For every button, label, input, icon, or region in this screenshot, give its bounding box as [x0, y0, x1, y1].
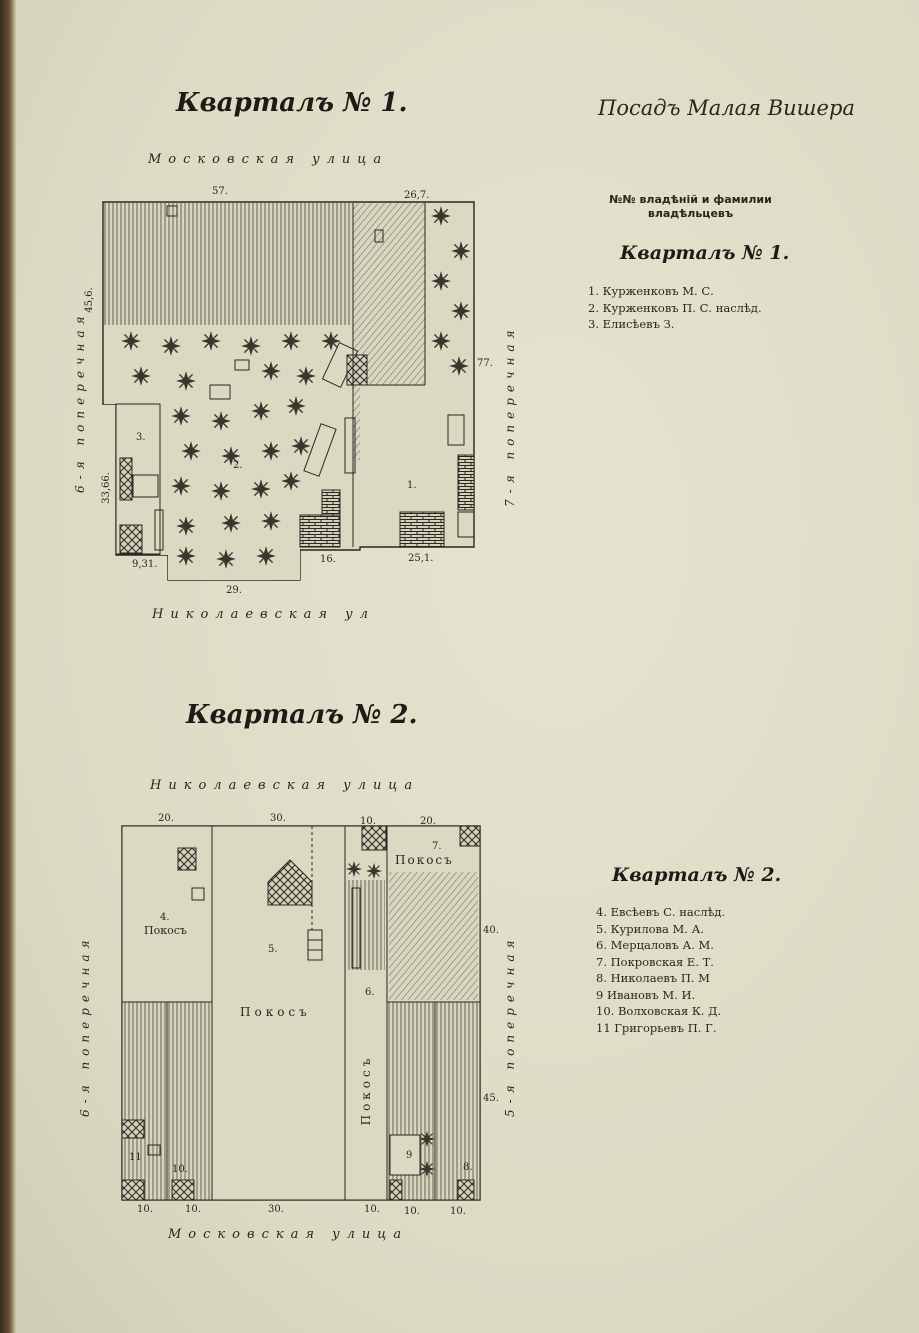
map1-dim-bottom-d: 25,1. — [408, 553, 434, 564]
legend-block2-title: Кварталъ № 2. — [612, 864, 782, 886]
map1-lot-3: 3. — [136, 432, 146, 443]
map2-lot-11: 11 — [129, 1152, 142, 1163]
map2-street-right: 5-я поперечная — [503, 934, 517, 1117]
map1-dim-bottom-a: 9,31. — [132, 559, 158, 570]
map2-dim-bottom-f: 10. — [450, 1206, 466, 1217]
block2-map-title: Кварталъ № 2. — [186, 700, 418, 730]
map2-pokos-6: Покосъ — [359, 1054, 373, 1126]
map2-street-left: 6-я поперечная — [78, 934, 92, 1117]
map2-dim-bottom-d: 10. — [364, 1204, 380, 1215]
map1-street-left: 6-я поперечная — [73, 310, 87, 493]
map2-lot-10: 10. — [172, 1164, 188, 1175]
map2-dim-bottom-e: 10. — [404, 1206, 420, 1217]
map1-dim-top-left: 57. — [212, 186, 228, 197]
legend-block1-title: Кварталъ № 1. — [620, 242, 790, 264]
owner-entry: 10. Волховская К. Д. — [596, 1004, 722, 1018]
map1-street-right: 7-я поперечная — [503, 324, 517, 507]
map2-dim-top-d: 20. — [420, 816, 436, 827]
map1-lot-2: 2. — [233, 460, 243, 471]
map2-street-top: Николаевская улица — [150, 778, 420, 793]
owner-entry: 1. Курженковъ М. С. — [588, 284, 714, 298]
owner-entry: 5. Курилова М. А. — [596, 921, 704, 936]
map1-dim-left-lower: 33,66. — [101, 472, 112, 504]
town-title: Посадъ Малая Вишера — [598, 96, 855, 120]
map2-street-bottom: Московская улица — [168, 1227, 409, 1242]
map2-dim-bottom-c: 30. — [268, 1204, 284, 1215]
map2-dim-right-upper: 40. — [483, 925, 499, 936]
map1-street-bottom: Николаевская ул — [152, 607, 375, 622]
map1-dim-right: 77. — [477, 358, 493, 369]
map1-dim-top-right: 26,7. — [404, 190, 430, 201]
map2-dim-top-b: 30. — [270, 813, 286, 824]
map1-street-top: Московская улица — [148, 152, 389, 167]
block1-map-title: Кварталъ № 1. — [176, 88, 408, 118]
owner-entry: 4. Евсѣевъ С. наслѣд. — [596, 905, 726, 919]
map2-dim-bottom-b: 10. — [185, 1204, 201, 1215]
map1-dim-bottom-b: 29. — [226, 585, 242, 596]
owner-entry: 3. Елисѣевъ З. — [588, 317, 675, 331]
map1-dim-bottom-c: 16. — [320, 554, 336, 565]
map2-dim-top-c: 10. — [360, 816, 376, 827]
owner-entry: 9 Ивановъ М. И. — [596, 987, 696, 1002]
map2-lot-9: 9 — [406, 1150, 413, 1161]
block1-plan — [103, 202, 474, 580]
map1-lot-1: 1. — [407, 480, 417, 491]
map2-pokos-4: Покосъ — [144, 924, 187, 937]
map2-lot-7: 7. — [432, 841, 442, 852]
map2-lot-6: 6. — [365, 987, 375, 998]
map2-dim-bottom-a: 10. — [137, 1204, 153, 1215]
map2-dim-top-a: 20. — [158, 813, 174, 824]
owner-entry: 7. Покровская Е. Т. — [596, 954, 714, 969]
owner-entry: 11 Григорьевъ П. Г. — [596, 1020, 717, 1035]
map2-lot-8: 8. — [463, 1162, 473, 1173]
map1-dim-left-upper: 45,6. — [84, 287, 95, 313]
map2-lot-5: 5. — [268, 944, 278, 955]
legend-heading: №№ владѣній и фамилии владѣльцевъ — [609, 193, 772, 220]
map2-pokos-7: Покосъ — [395, 853, 454, 867]
owner-entry: 8. Николаевъ П. М — [596, 971, 710, 985]
map2-dim-right-lower: 45. — [483, 1093, 499, 1104]
map2-lot-4: 4. — [160, 912, 170, 923]
owner-entry: 2. Курженковъ П. С. наслѣд. — [588, 300, 762, 315]
owner-entry: 6. Мерцаловъ А. М. — [596, 938, 714, 952]
map2-pokos-5: Покосъ — [240, 1005, 311, 1019]
